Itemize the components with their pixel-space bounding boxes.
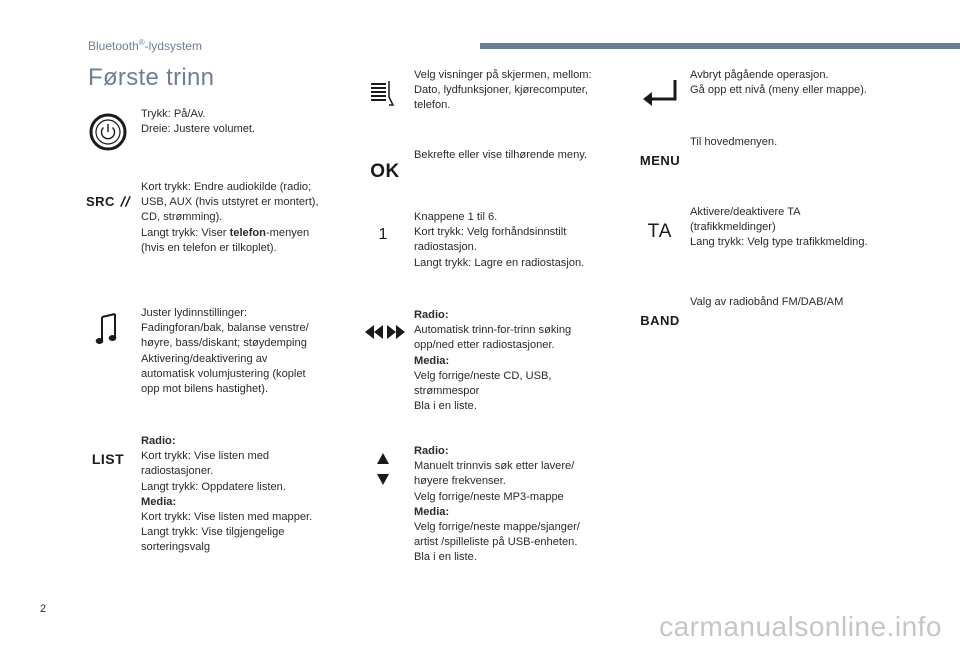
desc-line: Bla i en liste. <box>414 551 477 564</box>
desc-line: telefon. <box>414 99 451 112</box>
desc-line: Dreie: Justere volumet. <box>141 123 256 136</box>
desc-line: Langt trykk: Lagre en radiostasjon. <box>414 256 585 269</box>
list-icon <box>88 449 128 469</box>
desc-line: Aktivering/deaktivering av <box>141 352 268 365</box>
desc-updown <box>414 444 580 566</box>
desc-menu <box>690 135 777 150</box>
header-label: Bluetooth®-lydsystem <box>88 38 202 53</box>
desc-line: Dato, lydfunksjoner, kjørecomputer, <box>414 84 588 97</box>
desc-line: sorteringsvalg <box>141 541 211 554</box>
desc-line: Knappene 1 til 6. <box>414 211 498 223</box>
desc-back <box>690 68 867 98</box>
up-down-arrows-icon <box>374 450 392 488</box>
desc-line: Kort trykk: Endre audiokilde (radio; <box>141 181 312 193</box>
desc-line: Velg forrige/neste mappe/sjanger/ <box>414 521 580 534</box>
desc-line: Media: <box>414 505 450 518</box>
header-bar <box>480 43 960 49</box>
desc-line: Radio: <box>141 435 176 447</box>
desc-line: høyre, bass/diskant; støydemping <box>141 337 307 350</box>
desc-line: Langt trykk: Vise tilgjengelige <box>141 526 285 539</box>
desc-line: Media: <box>414 354 450 367</box>
desc-line: Kort trykk: Velg forhåndsinnstilt <box>414 226 567 239</box>
desc-line: artist /spilleliste på USB-enheten. <box>414 536 578 549</box>
preset-one-icon <box>372 224 394 246</box>
desc-line: CD, strømming). <box>141 211 223 224</box>
desc-line: Manuelt trinnvis søk etter lavere/ <box>414 460 575 473</box>
desc-line: automatisk volumjustering (koplet <box>141 367 306 380</box>
desc-line: Radio: <box>414 309 449 321</box>
music-note-icon <box>92 311 122 347</box>
ta-icon <box>643 220 677 244</box>
desc-audio <box>141 306 309 397</box>
ok-icon <box>367 160 403 184</box>
desc-line: Kort trykk: Vise listen med mapper. <box>141 511 313 524</box>
watermark: carmanualsonline.info <box>659 611 942 642</box>
desc-line: Juster lydinnstillinger: <box>141 307 248 319</box>
desc-line: Media: <box>141 495 177 508</box>
desc-display <box>414 68 592 114</box>
desc-line: Bekrefte eller vise tilhørende meny. <box>414 149 588 161</box>
page-title: Første trinn <box>88 64 215 91</box>
desc-line: (trafikkmeldinger) <box>690 221 776 234</box>
desc-seek <box>414 308 571 414</box>
desc-line: Gå opp ett nivå (meny eller mappe). <box>690 84 867 97</box>
desc-line: Aktivere/deaktivere TA <box>690 206 801 218</box>
desc-line: Lang trykk: Velg type trafikkmelding. <box>690 236 868 249</box>
desc-line: Avbryt pågående operasjon. <box>690 69 829 81</box>
desc-line: Velg forrige/neste CD, USB, <box>414 369 552 382</box>
desc-src <box>141 180 319 256</box>
desc-line: Bla i en liste. <box>414 400 477 413</box>
menu-label: MENU <box>639 152 681 168</box>
menu-icon <box>638 151 682 169</box>
desc-line: Til hovedmenyen. <box>690 136 778 148</box>
band-label: BAND <box>640 312 680 328</box>
src-phone-icon <box>86 191 132 211</box>
desc-ta <box>690 205 868 251</box>
seek-arrows-icon <box>364 322 406 342</box>
back-arrow-icon <box>640 76 680 110</box>
desc-line: Trykk: På/Av. <box>141 108 206 120</box>
ok-label: OK <box>370 161 400 182</box>
desc-line: Fadingforan/bak, balanse venstre/ <box>141 322 309 335</box>
desc-line: Velg visninger på skjermen, mellom: <box>414 69 592 81</box>
list-label: LIST <box>91 451 125 467</box>
desc-line: radiostasjoner. <box>141 465 214 478</box>
display-mode-icon <box>367 78 397 108</box>
desc-line: Valg av radiobånd FM/DAB/AM <box>690 296 844 308</box>
src-label: SRC <box>86 193 115 209</box>
desc-line: radiostasjon. <box>414 241 477 254</box>
desc-preset <box>414 210 584 271</box>
page-number: 2 <box>40 603 47 615</box>
band-icon <box>638 311 682 329</box>
desc-line: Radio: <box>414 445 449 457</box>
ta-label: TA <box>647 221 673 242</box>
desc-line: Langt trykk: Oppdatere listen. <box>141 480 286 493</box>
desc-band <box>690 295 843 310</box>
preset-label: 1 <box>378 226 388 243</box>
desc-line: Langt trykk: Viser telefon-menyen <box>141 226 310 239</box>
desc-line: Automatisk trinn-for-trinn søking <box>414 324 572 337</box>
desc-line: Kort trykk: Vise listen med <box>141 450 270 463</box>
desc-power <box>141 107 255 137</box>
desc-line: opp/ned etter radiostasjoner. <box>414 339 555 352</box>
desc-line: opp mot bilens hastighet). <box>141 383 269 396</box>
desc-line: Velg forrige/neste MP3-mappe <box>414 490 564 503</box>
desc-line: strømmespor <box>414 385 480 398</box>
desc-ok <box>414 148 587 163</box>
desc-line: (hvis en telefon er tilkoplet). <box>141 241 277 254</box>
desc-line: høyere frekvenser. <box>414 475 506 488</box>
power-knob-icon <box>88 112 128 152</box>
desc-line: USB, AUX (hvis utstyret er montert), <box>141 196 319 209</box>
desc-list <box>141 434 312 556</box>
